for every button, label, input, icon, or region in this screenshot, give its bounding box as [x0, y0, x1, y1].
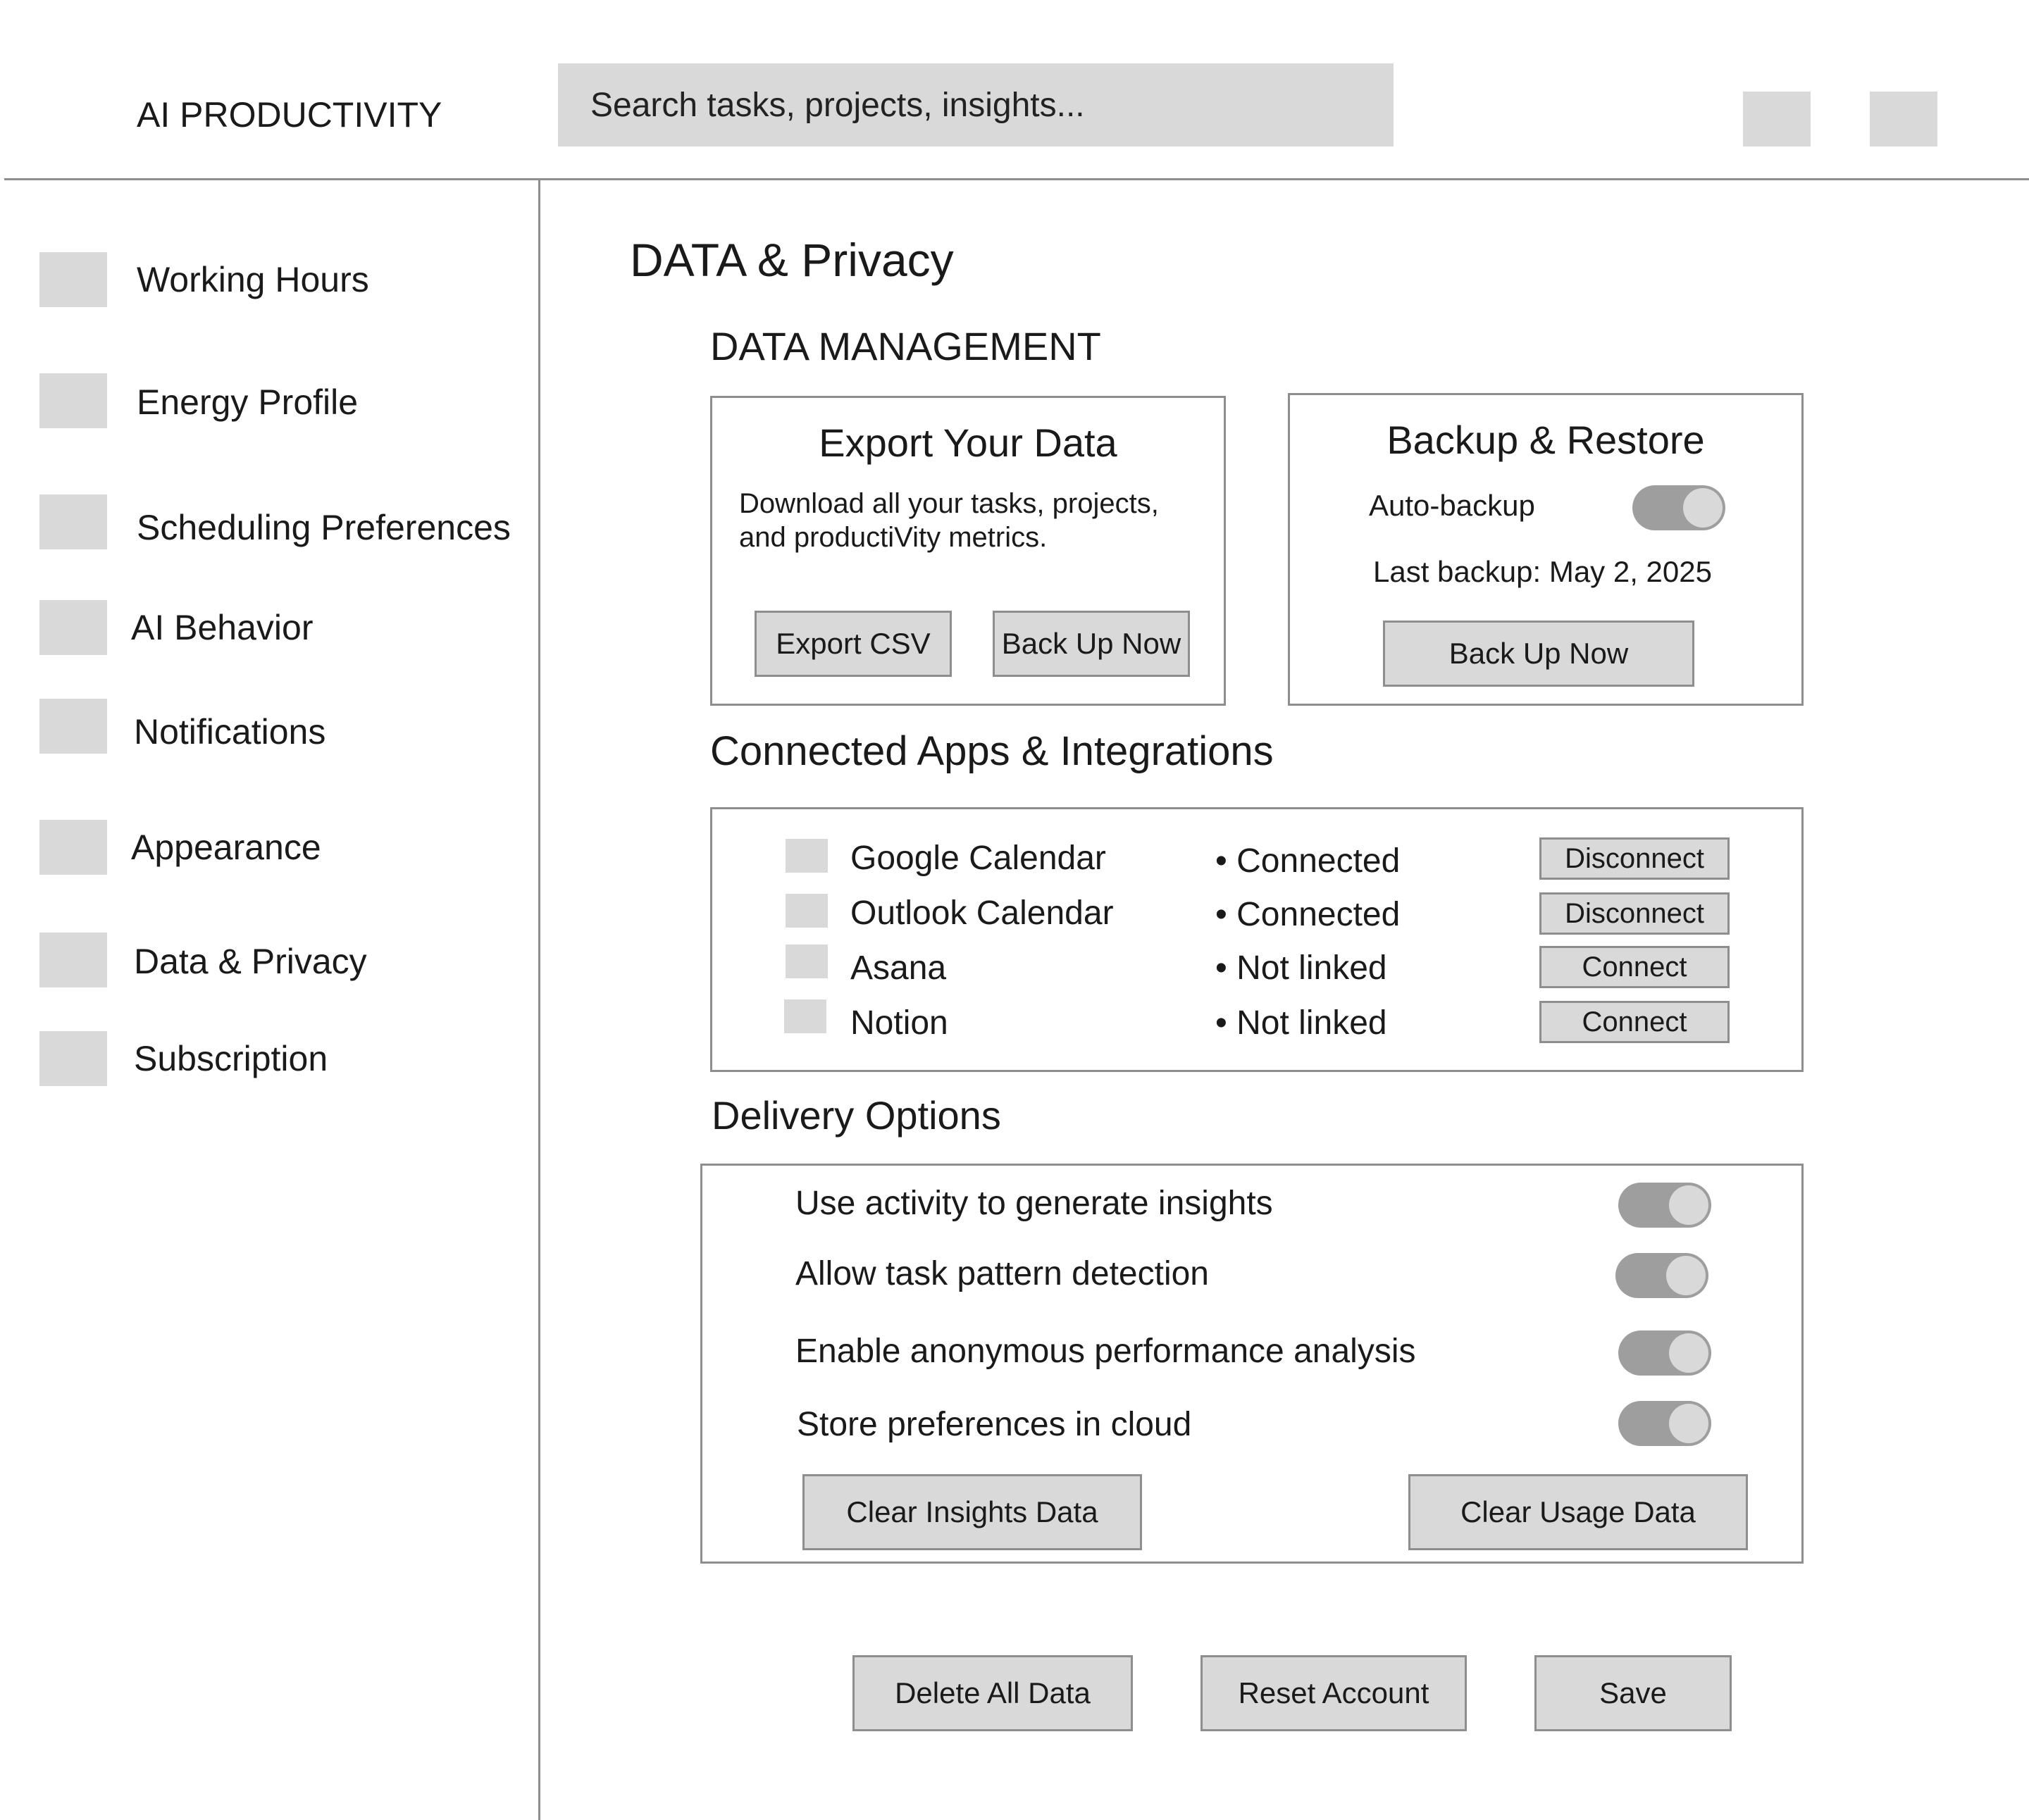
clear-usage-button[interactable]: Clear Usage Data [1408, 1474, 1748, 1550]
option-label: Use activity to generate insights [795, 1185, 1273, 1222]
toggle-knob [1669, 1185, 1708, 1225]
performance-analysis-toggle[interactable] [1618, 1330, 1711, 1376]
outlook-calendar-icon [786, 894, 828, 928]
subscription-icon [39, 1031, 107, 1086]
data-management-heading: DATA MANAGEMENT [710, 324, 1101, 368]
connected-apps-heading: Connected Apps & Integrations [710, 728, 1274, 774]
toggle-knob [1669, 1404, 1708, 1443]
sidebar-item-label: AI Behavior [131, 608, 314, 647]
header-action-2-icon[interactable] [1870, 92, 1937, 147]
search-input[interactable]: Search tasks, projects, insights... [590, 87, 1085, 124]
scheduling-icon [39, 494, 107, 549]
sidebar-item-label: Energy Profile [137, 382, 359, 422]
google-calendar-icon [786, 839, 828, 873]
toggle-knob [1683, 488, 1723, 528]
header-action-1-icon[interactable] [1743, 92, 1811, 147]
delivery-options-panel [700, 1164, 1804, 1564]
disconnect-outlook-calendar-button[interactable]: Disconnect [1539, 892, 1730, 935]
save-button[interactable]: Save [1534, 1655, 1732, 1731]
export-data-panel [710, 396, 1226, 706]
option-label: Enable anonymous performance analysis [795, 1333, 1416, 1370]
disconnect-google-calendar-button[interactable]: Disconnect [1539, 837, 1730, 880]
clear-insights-button[interactable]: Clear Insights Data [802, 1474, 1142, 1550]
search-bar[interactable] [558, 63, 1394, 147]
export-back-up-now-button[interactable]: Back Up Now [993, 611, 1190, 677]
toggle-knob [1666, 1256, 1706, 1295]
notifications-icon [39, 699, 107, 754]
export-description-line1: Download all your tasks, projects, [739, 488, 1159, 519]
sidebar-item-label: Data & Privacy [134, 942, 367, 981]
working-hours-icon [39, 252, 107, 307]
auto-backup-label: Auto-backup [1369, 489, 1535, 522]
option-label: Store preferences in cloud [797, 1406, 1192, 1443]
page-title: DATA & Privacy [630, 234, 954, 286]
data-privacy-icon [39, 933, 107, 987]
insights-toggle[interactable] [1618, 1183, 1711, 1228]
connect-notion-button[interactable]: Connect [1539, 1001, 1730, 1043]
export-panel-title: Export Your Data [819, 420, 1117, 465]
delivery-options-heading: Delivery Options [712, 1093, 1001, 1138]
app-title: AI PRODUCTIVITY [137, 95, 442, 135]
app-name: Asana [850, 949, 947, 987]
header-divider [4, 178, 2029, 180]
sidebar-item-label: Appearance [131, 828, 321, 867]
reset-account-button[interactable]: Reset Account [1200, 1655, 1467, 1731]
backup-panel-title: Backup & Restore [1386, 418, 1705, 462]
asana-icon [786, 945, 828, 978]
export-csv-button[interactable]: Export CSV [755, 611, 952, 677]
export-description-line2: and productiVity metrics. [739, 522, 1048, 553]
connect-asana-button[interactable]: Connect [1539, 946, 1730, 988]
sidebar-item-label: Working Hours [137, 260, 369, 299]
app-name: Notion [850, 1004, 948, 1042]
app-status: • Not linked [1215, 1004, 1387, 1042]
option-label: Allow task pattern detection [795, 1255, 1209, 1292]
backup-restore-panel [1288, 393, 1804, 706]
ai-behavior-icon [39, 600, 107, 655]
energy-profile-icon [39, 373, 107, 428]
app-status: • Not linked [1215, 949, 1387, 987]
delete-all-data-button[interactable]: Delete All Data [852, 1655, 1133, 1731]
last-backup-text: Last backup: May 2, 2025 [1373, 555, 1712, 588]
backup-back-up-now-button[interactable]: Back Up Now [1383, 621, 1694, 687]
sidebar-divider [538, 180, 540, 1820]
auto-backup-toggle[interactable] [1632, 485, 1725, 530]
app-status: • Connected [1215, 896, 1401, 933]
sidebar-item-label: Scheduling Preferences [137, 508, 511, 547]
toggle-knob [1669, 1333, 1708, 1373]
app-name: Outlook Calendar [850, 895, 1114, 932]
pattern-detection-toggle[interactable] [1615, 1253, 1708, 1298]
app-status: • Connected [1215, 842, 1401, 880]
sidebar-item-label: Notifications [134, 712, 326, 752]
appearance-icon [39, 820, 107, 875]
notion-icon [784, 999, 826, 1033]
connected-apps-panel [710, 807, 1804, 1072]
sidebar-item-label: Subscription [134, 1039, 328, 1078]
cloud-preferences-toggle[interactable] [1618, 1401, 1711, 1446]
app-name: Google Calendar [850, 840, 1106, 877]
